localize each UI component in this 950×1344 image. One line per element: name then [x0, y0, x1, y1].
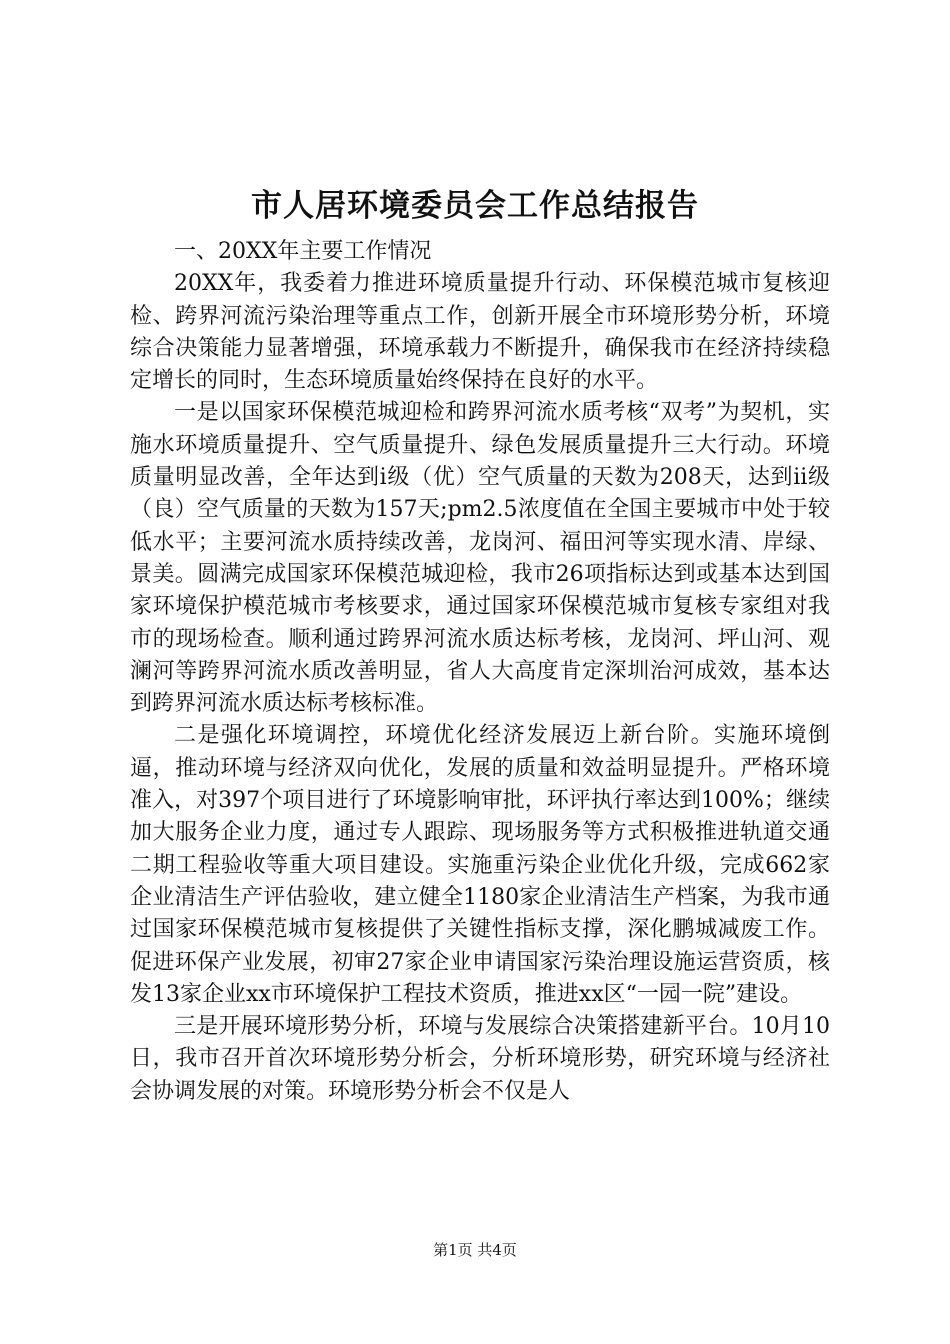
paragraph-intro: 20XX年，我委着力推进环境质量提升行动、环保模范城市复核迎检、跨界河流污染治理等重点工作，创新开展全市环境形势分析，环境综合决策能力显著增强，环境承载力不断提升，确保我市在经济持续稳定增长的同时，生态环境质量始终保持在良好的水平。: [130, 271, 830, 394]
paragraph-second-point: 二是强化环境调控，环境优化经济发展迈上新台阶。实施环境倒逼，推动环境与经济双向优化，发展的质量和效益明显提升。严格环境准入，对397个项目进行了环境影响审批，环评执行率达到100%；继续加大服务企业力度，通过专人跟踪、现场服务等方式积极推进轨道交通二期工程验收等重大项目建设。实施重污染企业优化升级，完成662家企业清洁生产评估验收，建立健全1180家企业清洁生产档案，为我市通过国家环保模范城市复核提供了关键性指标支撑，深化鹏城减废工作。促进环保产业发展，初审27家企业申请国家污染治理设施运营资质，核发13家企业xx市环境保护工程技术资质，推进xx区“一园一院”建设。: [130, 723, 830, 1007]
page-footer: 第1页 共4页: [433, 1241, 517, 1259]
section-heading: 一、20XX年主要工作情况: [174, 239, 432, 264]
document-title: 市人居环境委员会工作总结报告: [251, 188, 699, 224]
paragraph-third-point: 三是开展环境形势分析，环境与发展综合决策搭建新平台。10月10日，我市召开首次环境形势分析会，分析环境形势，研究环境与经济社会协调发展的对策。环境形势分析会不仅是人: [130, 1014, 830, 1104]
paragraph-first-point: 一是以国家环保模范城迎检和跨界河流水质考核“双考”为契机，实施水环境质量提升、空气质量提升、绿色发展质量提升三大行动。环境质量明显改善，全年达到ⅰ级（优）空气质量的天数为208天，达到ⅱ级（良）空气质量的天数为157天;pm2.5浓度值在全国主要城市中处于较低水平；主要河流水质持续改善，龙岗河、福田河等实现水清、岸绿、景美。圆满完成国家环保模范城迎检，我市26项指标达到或基本达到国家环境保护模范城市考核要求，通过国家环保模范城市复核专家组对我市的现场检查。顺利通过跨界河流水质达标考核，龙岗河、坪山河、观澜河等跨界河流水质改善明显，省人大高度肯定深圳治河成效，基本达到跨界河流水质达标考核标准。: [130, 400, 830, 717]
document-body: [130, 236, 830, 1108]
